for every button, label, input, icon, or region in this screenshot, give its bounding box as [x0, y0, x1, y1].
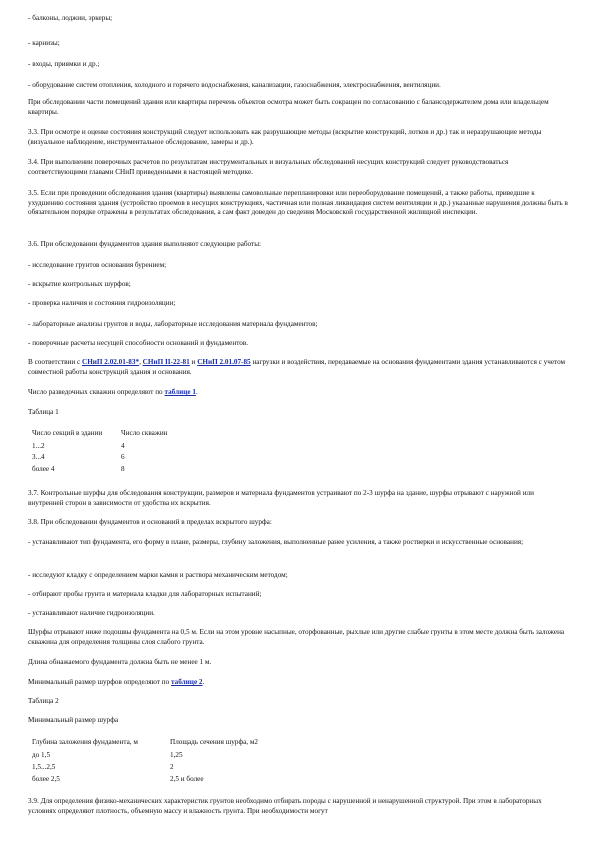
paragraph-3-7: 3.7. Контрольные шурфы для обследования конструкции, размеров и материала фундаментов устраивают по 2-3 шурфа на здание, шурфы отрывают с наружной или внутренней сторон в зависимости от удобства их вскрытия. — [28, 489, 534, 507]
min-size-prefix: Минимальный размер шурфов определяют по — [28, 678, 171, 686]
paragraph-min-size — [28, 678, 568, 688]
table-cell: 2,5 и более — [170, 775, 204, 783]
table-2-title: Минимальный размер шурфа — [28, 716, 119, 724]
wells-prefix: Число разведочных скважин определяют по — [28, 388, 165, 396]
list-item-foundation-type: - устанавливают тип фундамента, его форму в плане, размеры, глубину заложения, выполненные ранее усиления, а также ростверки и искусственные основания; — [28, 538, 524, 546]
list-item-drilling: - исследование грунтов основания бурением; — [28, 261, 167, 269]
table-cell: более 2,5 — [32, 775, 60, 783]
list-item-hydro: - устанавливают наличие гидроизоляции. — [28, 609, 155, 617]
table-cell: 4 — [121, 442, 125, 450]
table-2-caption: Таблица 2 — [28, 697, 59, 705]
table-cell: 1,25 — [170, 751, 183, 759]
list-item-samples: - отбирают пробы грунта и материала кладки для лабораторных испытаний; — [28, 590, 262, 598]
list-item-calculations: - поверочные расчеты несущей способности оснований и фундаментов. — [28, 339, 249, 347]
snip-link-1[interactable]: СНиП 2.02.01-83* — [82, 358, 140, 366]
paragraph-pits-depth: Шурфы отрывают ниже подошвы фундамента на 0,5 м. Если на этом уровне насыпные, оторфованные, рыхлые или другие слабые грунты в этом месте должна быть заложена скважина для определения толщины слоя слабого грунта. — [28, 628, 565, 646]
list-item-pits: - вскрытие контрольных шурфов; — [28, 280, 131, 288]
paragraph-3-6: 3.6. При обследовании фундаментов здания выполняют следующие работы: — [28, 240, 262, 248]
table-header: Число скважин — [121, 429, 168, 437]
snip-link-3[interactable]: СНиП 2.01.07-85 — [197, 358, 251, 366]
paragraph-foundation-length: Длина обнажаемого фундамента должна быть не менее 1 м. — [28, 658, 212, 666]
paragraph-3-9: 3.9. Для определения физико-механических характеристик грунтов необходимо отбирать породы с нарушенной и ненарушенной структурой. При этом в лабораторных условиях определяют плотность, объемную массу и влажность грунта. При необходимости могут — [28, 797, 542, 815]
paragraph-3-5: 3.5. Если при проведении обследования здания (квартиры) выявлены самовольные перепланировки или переоборудование помещений, а также работы, приведшие к ухудшению состояния здания (устройство проемов в несущих конструкциях, частичная или полная ликвидация систем вентиляции и др.) указанные нарушения должны быть в обязательном порядке отражены в результатах обследования, а сам факт доведен до сведения Московской государственной жилищной инспекции. — [28, 189, 568, 217]
list-item-lab-analysis: - лабораторные анализы грунтов и воды, лабораторные исследования материала фундаментов; — [28, 320, 318, 328]
snip-prefix: В соответствии с — [28, 358, 82, 366]
table-cell: 6 — [121, 453, 125, 461]
paragraph-partial-survey: При обследовании части помещений здания или квартиры перечень объектов осмотра может быть сокращен по согласованию с балансодержателем дома или владельцем квартиры. — [28, 98, 549, 116]
table-cell: более 4 — [32, 465, 55, 473]
paragraph-3-3: 3.3. При осмотре и оценке состояния конструкций следует использовать как разрушающие методы (вскрытие конструкций, лотков и др.) так и неразрушающие методы (визуальное наблюдение, инструментальное обследование, замеры и др.). — [28, 128, 542, 146]
table-cell: до 1,5 — [32, 751, 51, 759]
paragraph-wells-count — [28, 388, 568, 398]
table-cell: 1...2 — [32, 442, 45, 450]
list-item-masonry: - исследуют кладку с определением марки камня и раствора механическим методом; — [28, 571, 288, 579]
table-header: Площадь сечения шурфа, м2 — [170, 738, 259, 746]
table-2-link[interactable]: таблице 2 — [171, 678, 203, 686]
table-cell: 8 — [121, 465, 125, 473]
list-item-waterproofing: - проверка наличия и состояния гидроизоляции; — [28, 299, 176, 307]
min-size-suffix: . — [202, 678, 205, 686]
table-1-caption: Таблица 1 — [28, 408, 59, 416]
list-item-cornices: - карнизы; — [28, 39, 60, 47]
snip-and: и — [189, 358, 198, 366]
snip-comma: , — [139, 358, 143, 366]
paragraph-snip-references — [28, 358, 568, 377]
paragraph-3-8: 3.8. При обследовании фундаментов и оснований в пределах вскрытого шурфа: — [28, 518, 272, 526]
snip-suffix: нагрузки и воздействия, передаваемые на основания фундаментами здания устанавливаются с учетом совместной работы конструкций здания и основания. — [28, 358, 566, 376]
list-item-balconies: - балконы, лоджии, эркеры; — [28, 14, 113, 22]
wells-suffix: . — [195, 388, 198, 396]
table-header: Глубина заложения фундамента, м — [32, 738, 138, 746]
table-header: Число секций в здании — [32, 429, 103, 437]
snip-link-2[interactable]: СНиП II-22-81 — [142, 358, 190, 366]
table-cell: 3...4 — [32, 453, 45, 461]
table-cell: 1,5...2,5 — [32, 763, 56, 771]
list-item-equipment: - оборудование систем отопления, холодного и горячего водоснабжения, канализации, газоснабжения, электроснабжения, вентиляции. — [28, 81, 441, 89]
table-cell: 2 — [170, 763, 174, 771]
paragraph-3-4: 3.4. При выполнении поверочных расчетов по результатам инструментальных и визуальных обследований несущих конструкций следует руководствоваться соответствующими главами СНиП приведенными в настоящей методике. — [28, 158, 509, 176]
table-1-link[interactable]: таблице 1 — [164, 388, 196, 396]
list-item-entrances: - входы, приямки и др.; — [28, 60, 100, 68]
